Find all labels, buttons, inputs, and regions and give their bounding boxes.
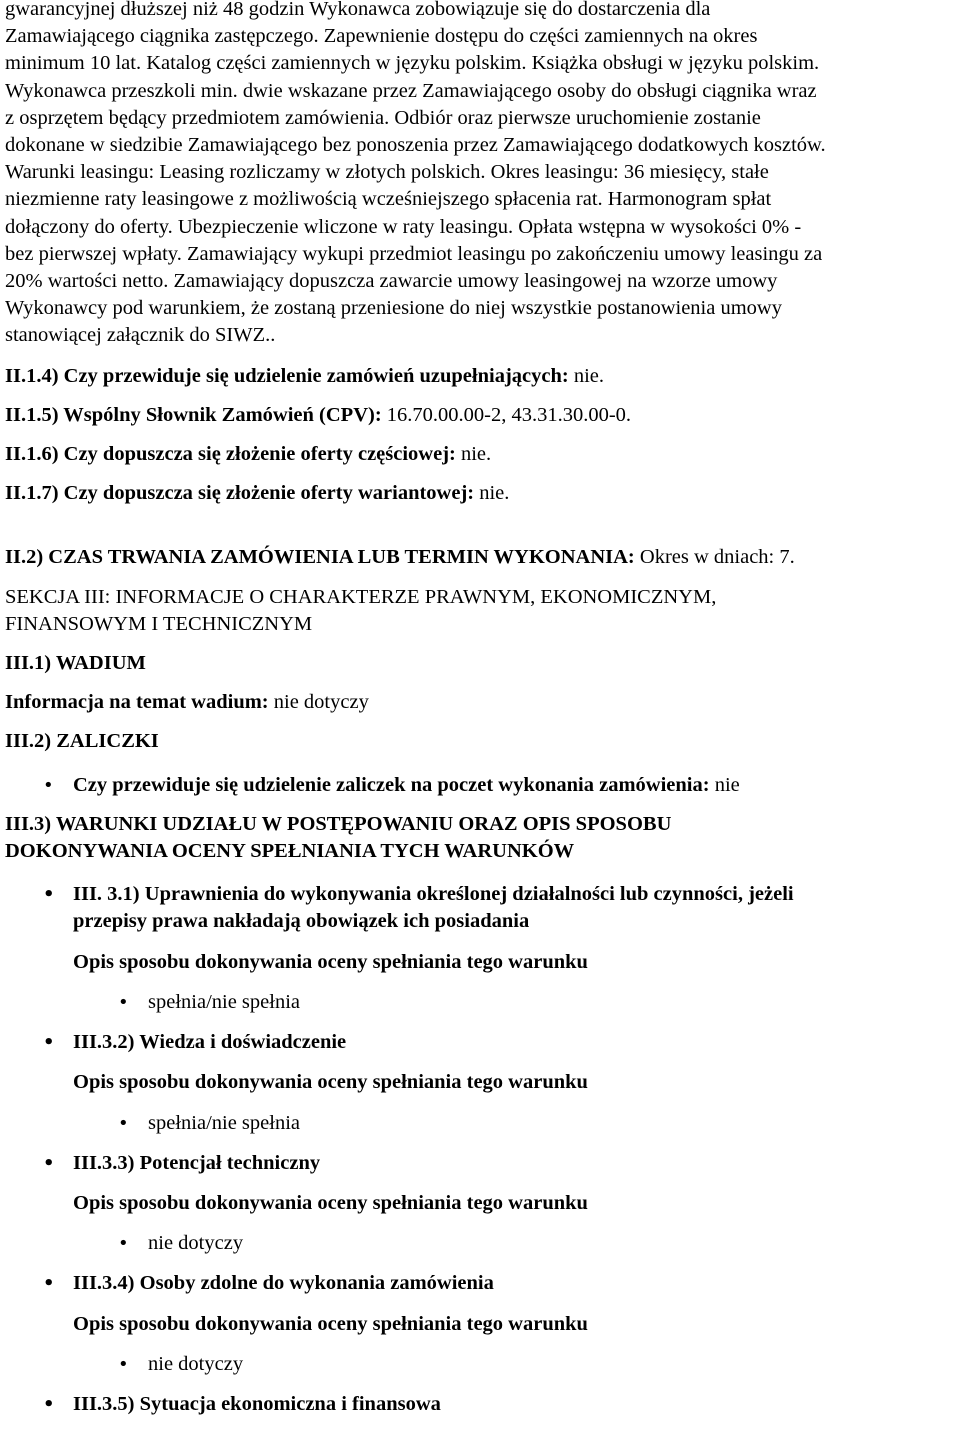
list-item: • spełnia/nie spełnia: [5, 1110, 952, 1137]
section-iii-1-heading: III.1) WADIUM: [5, 652, 146, 675]
section-ii-1-5-label: II.1.5) Wspólny Słownik Zamówień (CPV):: [5, 403, 382, 426]
section-iii-2-heading: III.2) ZALICZKI: [5, 730, 159, 753]
section-iii-title-line: FINANSOWYM I TECHNICZNYM: [5, 612, 313, 635]
condition-3-5-title: • III.3.5) Sytuacja ekonomiczna i finansowa: [5, 1391, 952, 1418]
intro-line: 20% wartości netto. Zamawiający dopuszcza zawarcie umowy leasingowej na wzorze umowy: [5, 270, 778, 293]
condition-3-2-title: • III.3.2) Wiedza i doświadczenie: [5, 1029, 952, 1056]
section-iii-title-line: SEKCJA III: INFORMACJE O CHARAKTERZE PRAWNYM, EKONOMICZNYM,: [5, 585, 717, 608]
condition-3-2-desc: Opis sposobu dokonywania oceny spełniania tego warunku: [73, 1071, 588, 1094]
section-ii-1-6-label: II.1.6) Czy dopuszcza się złożenie oferty częściowej:: [5, 443, 456, 466]
condition-3-3-values: [5, 1230, 952, 1257]
condition-3-1-values: [5, 989, 952, 1016]
condition-3-4-values: [5, 1351, 952, 1378]
section-ii-1-7-value: nie.: [474, 482, 510, 505]
condition-3-1-title-line: przepisy prawa nakładają obowiązek ich posiadania: [73, 910, 530, 933]
wadium-info: [5, 689, 952, 716]
section-ii-1-7-label: II.1.7) Czy dopuszcza się złożenie oferty wariantowej:: [5, 482, 475, 505]
section-ii-1-5-value: 16.70.00.00-2, 43.31.30.00-0.: [381, 403, 632, 426]
condition-3-1-title: [5, 881, 952, 935]
conditions-list: [5, 1391, 952, 1418]
intro-line: bez pierwszej wpłaty. Zamawiający wykupi przedmiot leasingu po zakończeniu umowy leasingu za: [5, 242, 823, 265]
section-iii-3-heading: [5, 811, 952, 865]
section-ii-1-6: [5, 441, 952, 468]
intro-line: Wykonawcy pod warunkiem, że zostaną przeniesione do niej wszystkie postanowienia umowy: [5, 297, 782, 320]
intro-line: gwarancyjnej dłuższej niż 48 godzin Wykonawca zobowiązuje się do dostarczenia dla: [5, 0, 711, 20]
section-ii-1-6-value: nie.: [455, 443, 492, 466]
section-ii-1-5: [5, 402, 952, 429]
section-ii-2-label: II.2) CZAS TRWANIA ZAMÓWIENIA LUB TERMIN WYKONANIA:: [5, 546, 635, 569]
intro-paragraph: [5, 0, 952, 350]
zaliczki-value: nie: [709, 773, 740, 796]
section-ii-2-value: Okres w dniach: 7.: [634, 546, 795, 569]
condition-3-1-title-line: • III. 3.1) Uprawnienia do wykonywania określonej działalności lub czynności, jeżeli: [73, 883, 794, 906]
intro-line: niezmienne raty leasingowe z możliwością wcześniejszego spłacenia rat. Harmonogram spłat: [5, 188, 772, 211]
list-item: • nie dotyczy: [5, 1351, 952, 1378]
condition-3-4-desc: Opis sposobu dokonywania oceny spełniania tego warunku: [73, 1312, 588, 1335]
list-item: • nie dotyczy: [5, 1230, 952, 1257]
intro-line: stanowiącej załącznik do SIWZ..: [5, 324, 276, 347]
intro-line: dołączony do oferty. Ubezpieczenie wliczone w raty leasingu. Opłata wstępna w wysokości 0% -: [5, 215, 802, 238]
zaliczki-label: Czy przewiduje się udzielenie zaliczek na poczet wykonania zamówienia:: [73, 773, 710, 796]
conditions-list: [5, 1270, 952, 1297]
condition-3-2-values: [5, 1110, 952, 1137]
list-item: • spełnia/nie spełnia: [5, 989, 952, 1016]
conditions-list: [5, 1029, 952, 1056]
section-iii-3-heading-line: DOKONYWANIA OCENY SPEŁNIANIA TYCH WARUNKÓW: [5, 840, 575, 863]
intro-line: Zamawiającego ciągnika zastępczego. Zapewnienie dostępu do części zamiennych na okres: [5, 25, 758, 48]
section-ii-1-4-label: II.1.4) Czy przewiduje się udzielenie zamówień uzupełniających:: [5, 364, 569, 387]
condition-3-4-title: • III.3.4) Osoby zdolne do wykonania zamówienia: [5, 1270, 952, 1297]
intro-line: dokonane w siedzibie Zamawiającego bez ponoszenia przez Zamawiającego dodatkowych kosztów.: [5, 134, 826, 157]
section-iii-title: [5, 584, 952, 638]
condition-3-1-desc: Opis sposobu dokonywania oceny spełniania tego warunku: [73, 950, 588, 973]
condition-3-3-desc: Opis sposobu dokonywania oceny spełniania tego warunku: [73, 1191, 588, 1214]
condition-3-3-title: • III.3.3) Potencjał techniczny: [5, 1150, 952, 1177]
section-ii-1-4: [5, 363, 952, 390]
section-ii-2: [5, 544, 952, 571]
conditions-list: [5, 881, 952, 935]
intro-line: Warunki leasingu: Leasing rozliczamy w złotych polskich. Okres leasingu: 36 miesięcy, stałe: [5, 161, 769, 184]
section-ii-1-4-value: nie.: [568, 364, 604, 387]
list-item: [5, 772, 952, 799]
intro-line: minimum 10 lat. Katalog części zamiennych w języku polskim. Książka obsługi w języku polskim.: [5, 52, 820, 75]
conditions-list: [5, 1150, 952, 1177]
section-iii-3-heading-line: III.3) WARUNKI UDZIAŁU W POSTĘPOWANIU ORAZ OPIS SPOSOBU: [5, 812, 672, 835]
intro-line: z osprzętem będący przedmiotem zamówienia. Odbiór oraz pierwsze uruchomienie zostanie: [5, 106, 761, 129]
intro-line: Wykonawca przeszkoli min. dwie wskazane przez Zamawiającego osoby do obsługi ciągnika wraz: [5, 79, 817, 102]
wadium-info-label: Informacja na temat wadium:: [5, 691, 269, 714]
wadium-info-value: nie dotyczy: [268, 691, 369, 714]
section-ii-1-7: [5, 480, 952, 507]
zaliczki-list: [5, 772, 952, 799]
